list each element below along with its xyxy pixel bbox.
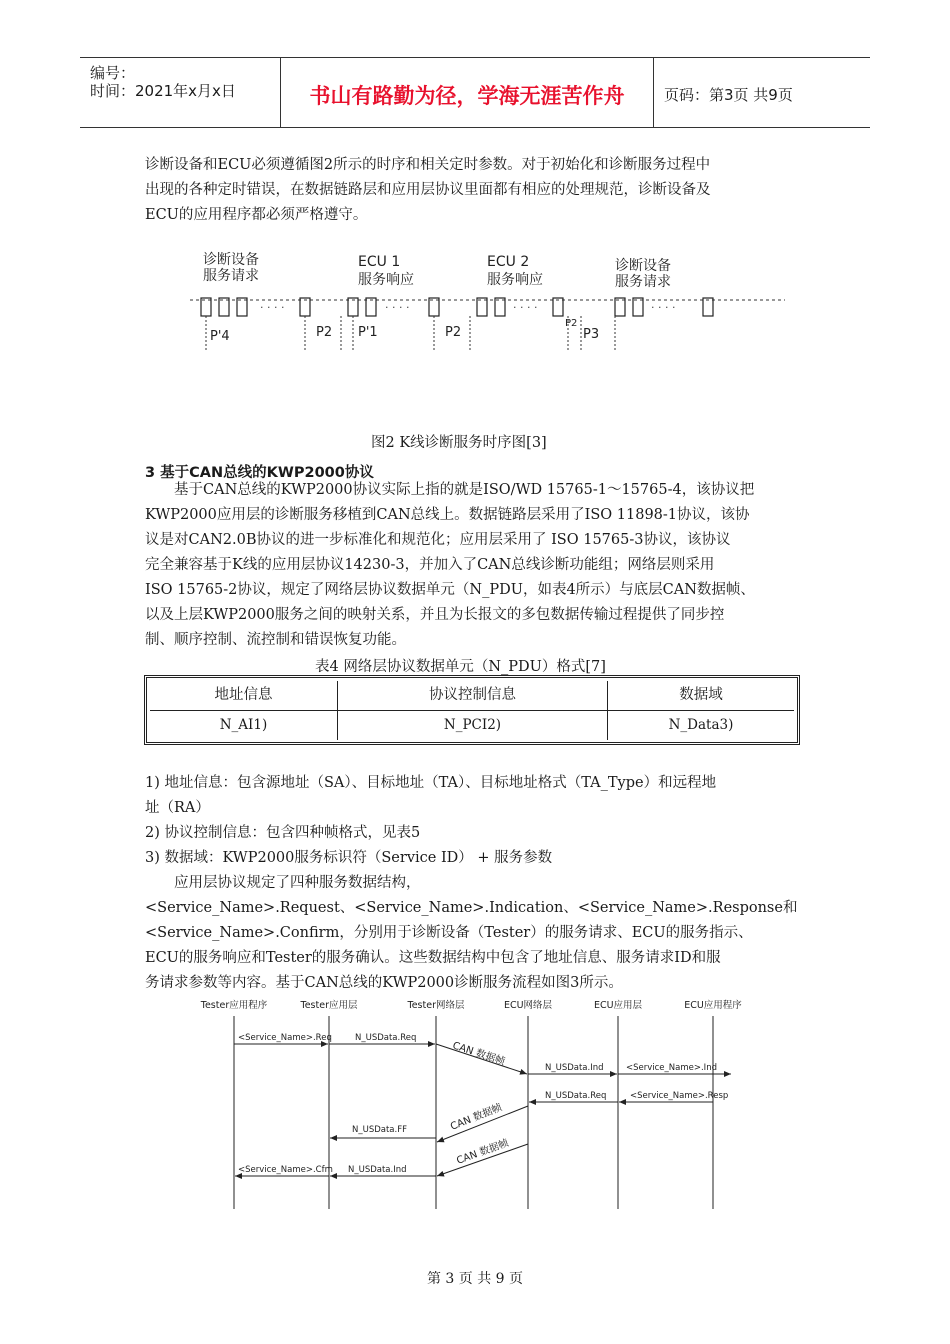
fig3-message: N_USData.Req	[355, 1033, 417, 1043]
intro-line-2: 出现的各种定时错误，在数据链路层和应用层协议里面都有相应的处理规范，诊断设备及	[145, 182, 711, 198]
fig2-dots: · · · ·	[651, 301, 676, 314]
fig2-label: ECU 1	[358, 254, 401, 270]
fig2-label: 服务请求	[203, 268, 259, 284]
fig3-column-label: ECU应用程序	[684, 1000, 742, 1011]
section-line-1: 基于CAN总线的KWP2000协议实际上指的就是ISO/WD 15765-1～15765-4，该协议把	[145, 482, 755, 498]
note-line: 3) 数据域：KWP2000服务标识符（Service ID） + 服务参数	[145, 850, 553, 866]
page-code: 页码：第3页 共9页	[664, 86, 793, 104]
figure-2-caption: 图2 K线诊断服务时序图[3]	[371, 435, 547, 451]
section-line-6: 以及上层KWP2000服务之间的映射关系，并且为长报文的多包数据传输过程提供了同步控	[145, 607, 725, 623]
header-page-cell	[654, 58, 870, 127]
fig3-column-label: Tester应用层	[300, 1000, 358, 1011]
table-cell: N_AI1)	[150, 711, 338, 740]
fig3-message: <Service_Name>.Cfm	[238, 1165, 333, 1175]
number-label: 编号：	[90, 64, 136, 82]
note-line: 1) 地址信息：包含源地址（SA）、目标地址（TA）、目标地址格式（TA_Type）和远程地	[145, 775, 717, 791]
fig2-param: P3	[583, 327, 600, 342]
table-header-row	[150, 681, 794, 711]
table-header-cell: 地址信息	[150, 681, 338, 710]
fig3-message: N_USData.Ind	[348, 1165, 407, 1175]
table-4-caption: 表4 网络层协议数据单元（N_PDU）格式[7]	[315, 659, 606, 675]
fig2-label: ECU 2	[487, 254, 530, 270]
fig3-message: N_USData.Req	[545, 1091, 607, 1101]
table-4	[144, 675, 800, 745]
section-line-2: KWP2000应用层的诊断服务移植到CAN总线上。数据链路层采用了ISO 11898-1协议，该协	[145, 507, 750, 523]
fig2-label: 服务请求	[615, 274, 671, 290]
header-info-cell	[80, 58, 281, 127]
fig2-dots: · · · ·	[513, 301, 538, 314]
fig3-message: N_USData.FF	[352, 1125, 408, 1135]
section-heading: 3 基于CAN总线的KWP2000协议	[145, 465, 374, 481]
fig3-message: N_USData.Ind	[545, 1063, 604, 1073]
fig2-param: P2	[445, 325, 462, 340]
section-line-5: ISO 15765-2协议，规定了网络层协议数据单元（N_PDU，如表4所示）与底层CAN数据帧、	[145, 582, 755, 598]
intro-line-3: ECU的应用程序都必须严格遵守。	[145, 207, 368, 223]
figure-3-flow-diagram	[200, 994, 760, 1214]
fig3-message: CAN 数据帧	[449, 1102, 504, 1133]
figure-2-timing-diagram	[185, 248, 795, 358]
fig2-param: P2	[316, 325, 333, 340]
note-line: 2) 协议控制信息：包含四种帧格式，见表5	[145, 825, 421, 841]
note-line: <Service_Name>.Request、<Service_Name>.Indication、<Service_Name>.Response和	[145, 900, 798, 916]
intro-line-1: 诊断设备和ECU必须遵循图2所示的时序和相关定时参数。对于初始化和诊断服务过程中	[145, 157, 711, 173]
fig3-message: CAN 数据帧	[455, 1137, 511, 1167]
section-line-3: 议是对CAN2.0B协议的进一步标准化和规范化；应用层采用了 ISO 15765-3协议，该协议	[145, 532, 731, 548]
note-line: <Service_Name>.Confirm，分别用于诊断设备（Tester）的服务请求、ECU的服务指示、	[145, 925, 753, 941]
fig2-param: P'1	[358, 325, 378, 340]
fig3-column-label: Tester网络层	[407, 1000, 465, 1011]
section-line-7: 制、顺序控制、流控制和错误恢复功能。	[145, 632, 406, 648]
fig2-label: 服务响应	[487, 272, 543, 288]
page-footer: 第 3 页 共 9 页	[426, 1271, 524, 1287]
date-label: 时间：2021年x月x日	[90, 82, 236, 100]
fig3-column-label: ECU网络层	[503, 1000, 553, 1011]
table-cell: N_PCI2)	[338, 711, 608, 740]
table-row	[150, 711, 794, 740]
table-header-cell: 数据域	[679, 687, 723, 703]
fig2-dots: · · · ·	[385, 301, 410, 314]
header-motto-cell	[281, 58, 654, 127]
note-line: ECU的服务响应和Tester的服务确认。这些数据结构中包含了地址信息、服务请求ID和服	[145, 950, 721, 966]
page-header	[80, 57, 870, 128]
fig3-message: <Service_Name>.Req	[238, 1033, 332, 1043]
fig2-param: P2	[565, 318, 578, 329]
fig3-column-label: ECU应用层	[593, 1000, 643, 1011]
note-line: 址（RA）	[145, 800, 210, 816]
section-line-4: 完全兼容基于K线的应用层协议14230-3，并加入了CAN总线诊断功能组；网络层则采用	[145, 557, 715, 573]
fig2-param: P'4	[210, 329, 230, 344]
fig2-label: 服务响应	[358, 272, 414, 288]
table-header-cell: 协议控制信息	[338, 681, 608, 710]
note-line: 应用层协议规定了四种服务数据结构，	[145, 875, 421, 891]
note-line: 务请求参数等内容。基于CAN总线的KWP2000诊断服务流程如图3所示。	[145, 975, 623, 991]
fig2-label: 诊断设备	[615, 258, 671, 274]
fig2-dots: · · · ·	[260, 301, 285, 314]
fig3-message: <Service_Name>.Ind	[626, 1063, 717, 1073]
table-cell: N_Data3)	[668, 717, 734, 733]
fig3-message: CAN 数据帧	[451, 1040, 507, 1068]
fig2-timing-markers	[206, 316, 615, 350]
fig3-message: <Service_Name>.Resp	[630, 1091, 729, 1101]
fig3-column-label: Tester应用程序	[200, 1000, 268, 1011]
fig2-label: 诊断设备	[203, 252, 259, 268]
motto: 书山有路勤为径，学海无涯苦作舟	[309, 84, 625, 108]
